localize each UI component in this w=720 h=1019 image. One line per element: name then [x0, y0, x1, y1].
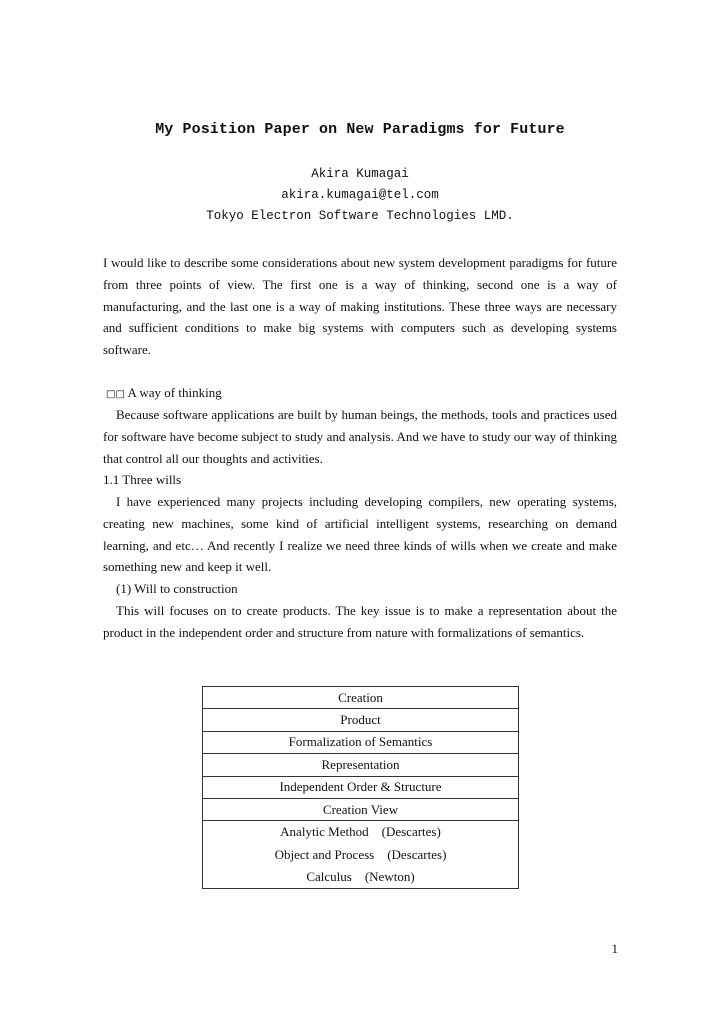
section-heading-text: A way of thinking — [127, 385, 222, 400]
table-row — [203, 687, 519, 709]
abstract-paragraph: I would like to describe some considerations about new system development paradigms for future from three points of view. The first one is a way of thinking, second one is a way of manufacturing, and the last one is a way of making institutions. These three ways are necessary and sufficient conditions to make big systems with computers such as developing systems software. — [103, 255, 617, 358]
author-affiliation: Tokyo Electron Software Technologies LMD. — [206, 209, 514, 223]
page-number: 1 — [611, 941, 618, 956]
table-cell: Representation — [203, 754, 519, 776]
author-email: akira.kumagai@tel.com — [281, 188, 439, 202]
section-number-glyph: □□ — [106, 389, 125, 400]
table-cell: Creation View — [203, 798, 519, 820]
method-line: Calculus (Newton) — [306, 868, 415, 884]
author-name: Akira Kumagai — [311, 167, 409, 181]
table-row — [203, 731, 519, 753]
method-line: Object and Process (Descartes) — [274, 846, 447, 862]
table-cell: Independent Order & Structure — [203, 776, 519, 798]
will-heading: (1) Will to construction — [116, 581, 238, 596]
method-line: Analytic Method (Descartes) — [280, 824, 441, 840]
concept-table — [202, 686, 519, 889]
table-row — [203, 821, 519, 889]
table-cell: Creation — [203, 687, 519, 709]
table-row — [203, 776, 519, 798]
section-paragraph: Because software applications are built by human beings, the methods, tools and practices used for software have become subject to study and analysis. And we have to study our way of thinking that control all our thoughts and activities. — [103, 407, 617, 466]
subsection-heading: 1.1 Three wills — [103, 472, 182, 487]
section-heading — [106, 382, 222, 406]
paper-title: My Position Paper on New Paradigms for Future — [155, 121, 565, 138]
table-row — [203, 709, 519, 731]
subsection-paragraph: I have experienced many projects including developing compilers, new operating systems, creating new machines, some kind of artificial intelligent systems, researching on demand learning, and etc… And recently I realize we need three kinds of wills when we create and make something new and keep it well. — [103, 494, 617, 575]
table-row — [203, 754, 519, 776]
will-paragraph: This will focuses on to create products. The key issue is to make a representation about the product in the independent order and structure from nature with formalizations of semantics. — [103, 603, 617, 640]
table-cell-methods — [203, 821, 519, 889]
table-cell: Product — [203, 709, 519, 731]
table-cell: Formalization of Semantics — [203, 731, 519, 753]
table-row — [203, 798, 519, 820]
